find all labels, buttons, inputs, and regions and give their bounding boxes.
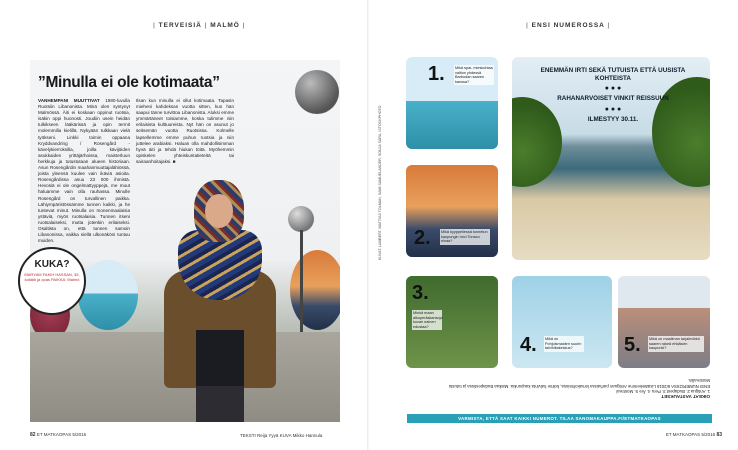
page-folio-right [666, 432, 722, 438]
promo-line-2: RAHANARVOISET VINKIT REISSUUN [557, 95, 669, 103]
article-column-2: Ilsan kun minulla ei ollut kotimaata. Tapasin mieheni kahdeksan vuotta sitten, kun hän saapui tänne turvittoa Libanonista. Aluksi emme ymmärtäneet toisiamme, koska tulimme niin erilaisista kulttuureista. Nyt hän on asunut jo seitsemän vuotta Ruotsissa. Kolmelle lapsellemme emme puhun ruotsia ja niin juttelee arabiaksi. Haluan olla mahdollisimman hyvä äiti ja tehdä hiukan töitä. Myöhemmin opiskelen yhteiskuntatieteitä tai sairaanhoitajaksi. ■ [136, 98, 234, 164]
page-number: 82 [30, 432, 36, 438]
article-title: ”Minulla ei ole kotimaata” [38, 74, 220, 91]
who-badge [18, 247, 86, 315]
quiz-tile-2 [406, 165, 498, 257]
legs [196, 386, 244, 422]
section-city: MALMÖ [210, 22, 240, 29]
credits: TEKSTI Reija Yyyä KUVA Mikko Hannula [240, 433, 323, 438]
who-text: MARYAM FAKIH HASSAN, 35, kotiäiti ja opas PAIKKA: Malmö [24, 272, 80, 283]
section-label: ENSI NUMEROSSA [531, 22, 605, 29]
lead-in: VANHEMPANI MUUTTIVAT [38, 98, 100, 103]
quiz-tile-4 [512, 276, 612, 368]
promo-dots: ● ● ● [604, 85, 622, 93]
answers-heading: OIKEAT VASTAUKSET [661, 393, 710, 399]
quiz-number: 2. [414, 227, 431, 249]
article-column-1 [38, 98, 130, 244]
answers-more: ENSI NUMEROSSA 6/2016 Lisäätekemme Antiguan parhaissa lomakohteissa, kolme halvinta kaupunkia. Matkaa Budapestissa ja tutustu Montrealiin. [448, 378, 710, 389]
quiz-question: Mikä on maailman tarjalevikkö saaren rakeä ehkäisen kaupunki? [648, 336, 704, 352]
promo-text [538, 67, 688, 123]
quiz-number: 1. [428, 63, 445, 85]
quiz-question: Mikä kyyppeliessä tunnetun kaupungin hovi Tonaco elnaa? [440, 229, 490, 245]
photo-credit: KUVAT: LAMBERT, MATTIAS TOLMAN, SAMI SAMUELANDER, SONJA SÁRA, ISTOCKPHOTO [378, 105, 382, 260]
quiz-number: 4. [520, 334, 537, 356]
column-text: 1980-luvulla Ruotsiin Libanonista. Minä olen syntynyt Malmössä. Äiti ei koskaan oppinut ruotsia, isäkin oppi huonosti. Joudiin usein heidän tulkikseen lääkärissä ja opin termit molemmilla kielillä. Nykyään tulkkaan vielä työkseni. Linkki toimin oppaana Kryddvandring / Rosengård -kävelykierroksilla, joilla kävijöiden asukkaiden yrittäjärhoissa, maisterluun herkkuja ja tutustutaan alueen historiaan. Asun Rosengårdin maahanmuuttajalähiössä, joista yleensä kuulee vain ikäviä asioita. Rosengårdissa asuu 23 000 ihmistä. Hevosiä ei ole ongelmattyyppejä, me muut haluamme vain olla rauhassa. Minulle Rosengård on turvallinen paikka. Lähiympäristössämme tunnen kaikki, ja he tuntevat minut. Minulla on monenmaalaisia ystäviä, myös ruotsalaisia. Tunnen itseni ruotsalaiseksi, mutta jotenkin erilaiseksi. Osaltista on, että tunnen samoin Libanonissa, vaikka siellä ulkonäköni tuntuu muiden. [38, 98, 130, 244]
street-lamp-globe [295, 70, 339, 114]
section-label: TERVEISIÄ [158, 22, 202, 29]
section-header: | TERVEISIÄ | MALMÖ | [153, 22, 246, 29]
quiz-question: Mikä spai- mieskohtaa valtion yhdessä Barbudan saaren kanssa? [455, 66, 493, 84]
quiz-question: Minkä maan alkuperäskansoja kuvan nainen edustaa? [413, 311, 443, 329]
section-header: | ENSI NUMEROSSA | [526, 22, 611, 29]
tree [290, 250, 340, 330]
quiz-number: 5. [624, 334, 641, 356]
promo-line-1: ENEMMÄN IRTI SEKÄ TUTUISTA ETTÄ UUSISTA KOHTEISTA [540, 67, 686, 82]
street-lamp-globe [288, 206, 314, 232]
quiz-tile-1 [406, 57, 498, 149]
quiz-number: 3. [412, 282, 429, 304]
right-page [370, 0, 738, 450]
quiz-question: Mikä on Pohjoismaiden suurin talvihiitakeskus? [544, 336, 584, 352]
promo-issue-date: ILMESTYY 30.11. [587, 115, 639, 123]
page-folio-left [30, 432, 86, 438]
promo-photo [512, 57, 710, 260]
tree [78, 260, 138, 330]
answers-list: 1. Antigua 2. Budapest 3. Peru 4. Åre 5. Montreal [616, 388, 710, 394]
woman-figure [160, 180, 280, 422]
quiz-tile-3 [406, 276, 498, 368]
magazine-name: ET MATKAOPAS 5/2016 [36, 432, 87, 437]
magazine-name: ET MATKAOPAS 5/2016 [665, 432, 716, 437]
who-label: KUKA? [34, 259, 70, 270]
page-number: 83 [716, 432, 722, 438]
shirt [196, 330, 244, 390]
promo-dots: ● ● ● [604, 105, 622, 113]
quiz-tile-5 [618, 276, 710, 368]
subscribe-strip[interactable]: VARMISTA, ETTÄ SAAT KAIKKI NUMEROT. TILAA SANOMAKAUPPA.FI/ETMATKAOPAS [407, 414, 712, 423]
quiz-answers [430, 378, 710, 399]
face [205, 194, 233, 228]
